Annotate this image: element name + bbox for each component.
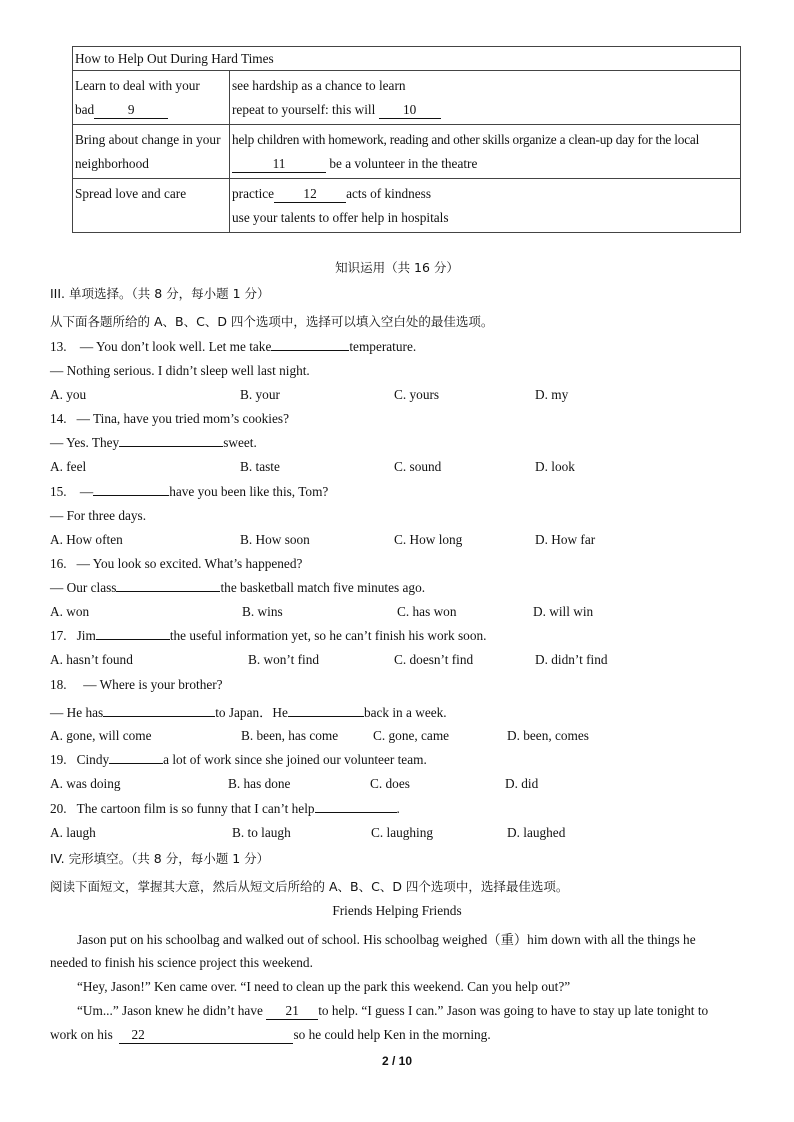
help-out-table (72, 46, 741, 233)
answer-blank (103, 716, 215, 717)
table-cell-left (73, 179, 230, 233)
part3-title: III. 单项选择。（共 8 分，每小题 1 分） (50, 286, 270, 301)
cell-text: see hardship as a chance to learn (232, 78, 406, 93)
reply-15: — For three days. (50, 508, 147, 523)
question-text: The cartoon film is so funny that I can’t help (76, 801, 315, 816)
option-c[interactable]: C. How long (394, 532, 463, 547)
option-d[interactable]: D. How far (535, 532, 596, 547)
blank-11: 11 (232, 156, 326, 173)
answer-blank (315, 812, 397, 813)
cell-text: Learn to deal with your (75, 78, 200, 93)
question-14 (50, 411, 289, 427)
part4-title: IV. 完形填空。（共 8 分，每小题 1 分） (50, 851, 270, 866)
page-number: 2 / 10 (381, 1054, 413, 1068)
option-a[interactable]: A. feel (50, 459, 87, 474)
reply-13: — Nothing serious. I didn’t sleep well last night. (50, 363, 310, 378)
option-a[interactable]: A. won (50, 604, 90, 619)
cell-text: Bring about change in your (75, 132, 221, 147)
cell-text (232, 152, 738, 176)
question-15 (50, 484, 328, 500)
reply-text: back in a week. (363, 705, 447, 720)
question-text: — (79, 484, 94, 499)
cell-text: Spread love and care (75, 186, 187, 201)
question-text: Cindy (76, 752, 110, 767)
cell-text: help children with homework, reading and other skills organize a clean-up day for the local (232, 132, 700, 147)
option-a[interactable]: A. was doing (50, 776, 121, 791)
table-title: How to Help Out During Hard Times (73, 47, 741, 71)
question-text: have you been like this, Tom? (169, 484, 329, 499)
option-a[interactable]: A. How often (50, 532, 123, 547)
option-b[interactable]: B. to laugh (232, 825, 291, 840)
option-d[interactable]: D. will win (533, 604, 594, 619)
question-number: 20. (50, 801, 67, 816)
option-c[interactable]: C. laughing (371, 825, 434, 840)
table-cell-right (230, 71, 741, 125)
cell-text-post: be a volunteer in the theatre (329, 156, 478, 171)
question-16 (50, 556, 302, 572)
table-cell-left (73, 125, 230, 179)
option-b[interactable]: B. taste (240, 459, 280, 474)
option-c[interactable]: C. has won (397, 604, 457, 619)
passage-text: so he could help Ken in the morning. (293, 1027, 491, 1042)
answer-blank (109, 763, 163, 764)
answer-blank (93, 495, 169, 496)
option-c[interactable]: C. gone, came (373, 728, 450, 743)
cell-text (75, 98, 227, 122)
reply-text: — He has (50, 705, 104, 720)
reply-text: — Our class (50, 580, 117, 595)
option-d[interactable]: D. look (535, 459, 575, 474)
question-text: temperature. (349, 339, 417, 354)
answer-blank (96, 639, 170, 640)
option-c[interactable]: C. sound (394, 459, 442, 474)
reply-text: to Japan．He (215, 705, 288, 720)
question-text: the useful information yet, so he can’t finish his work soon. (169, 628, 487, 643)
option-b[interactable]: B. How soon (240, 532, 310, 547)
blank-10: 10 (379, 102, 441, 119)
question-text: — Where is your brother? (83, 677, 223, 692)
passage-text: “Um...” Jason knew he didn’t have (77, 1003, 263, 1018)
blank-21: 21 (266, 1003, 318, 1020)
question-number: 14. (50, 411, 67, 426)
option-d[interactable]: D. my (535, 387, 569, 402)
passage-paragraph-1-cont: needed to finish his science project this weekend. (50, 955, 313, 970)
option-b[interactable]: B. your (240, 387, 280, 402)
option-b[interactable]: B. won’t find (248, 652, 320, 667)
option-d[interactable]: D. been, comes (507, 728, 589, 743)
cell-text-post: acts of kindness (346, 186, 432, 201)
answer-blank (116, 591, 220, 592)
passage-paragraph-3-cont (50, 1027, 491, 1044)
answer-blank (119, 446, 223, 447)
part3-instruction: 从下面各题所给的 A、B、C、D 四个选项中，选择可以填入空白处的最佳选项。 (50, 314, 494, 329)
option-a[interactable]: A. you (50, 387, 87, 402)
question-text: — You don’t look well. Let me take (79, 339, 272, 354)
question-number: 19. (50, 752, 67, 767)
passage-paragraph-1: Jason put on his schoolbag and walked out of school. His schoolbag weighed（重）him down with all the things he (77, 932, 696, 947)
cell-text-pre: practice (232, 186, 275, 201)
question-19 (50, 752, 427, 768)
question-number: 17. (50, 628, 67, 643)
cell-text-pre: repeat to yourself: this will (232, 102, 376, 117)
part4-instruction: 阅读下面短文，掌握其大意，然后从短文后所给的 A、B、C、D 四个选项中，选择最佳选项。 (50, 879, 569, 894)
table-cell-left (73, 71, 230, 125)
option-c[interactable]: C. yours (394, 387, 440, 402)
question-text: — Tina, have you tried mom’s cookies? (76, 411, 289, 426)
cell-text-pre: bad (75, 102, 95, 117)
question-text: Jim (76, 628, 96, 643)
option-d[interactable]: D. laughed (507, 825, 566, 840)
option-a[interactable]: A. gone, will come (50, 728, 152, 743)
answer-blank (271, 350, 349, 351)
passage-paragraph-3 (77, 1003, 708, 1020)
option-b[interactable]: B. has done (228, 776, 291, 791)
passage-paragraph-2: “Hey, Jason!” Ken came over. “I need to clean up the park this weekend. Can you help out?” (77, 979, 571, 994)
passage-text: work on his (50, 1027, 113, 1042)
option-d[interactable]: D. didn’t find (535, 652, 608, 667)
table-cell-right (230, 125, 741, 179)
question-number: 16. (50, 556, 67, 571)
question-13 (50, 339, 416, 355)
question-text: a lot of work since she joined our volunteer team. (163, 752, 427, 767)
reply-16 (50, 580, 425, 596)
blank-22: 22 (119, 1027, 293, 1044)
option-a[interactable]: A. hasn’t found (50, 652, 133, 667)
table-cell-right (230, 179, 741, 233)
passage-title: Friends Helping Friends (332, 903, 462, 918)
question-number: 13. (50, 339, 67, 354)
question-text: — You look so excited. What’s happened? (76, 556, 303, 571)
reply-text: sweet. (223, 435, 257, 450)
blank-9: 9 (94, 102, 168, 119)
reply-14 (50, 435, 257, 451)
cell-text: use your talents to offer help in hospitals (232, 210, 449, 225)
reply-18 (50, 702, 447, 721)
question-18 (50, 677, 223, 693)
question-number: 18. (50, 677, 67, 692)
cell-text (232, 98, 738, 122)
option-b[interactable]: B. wins (242, 604, 283, 619)
cell-text: neighborhood (75, 156, 149, 171)
question-text: . (396, 801, 400, 816)
option-a[interactable]: A. laugh (50, 825, 96, 840)
passage-text: to help. “I guess I can.” Jason was going to have to stay up late tonight to (318, 1003, 709, 1018)
reply-text: the basketball match five minutes ago. (220, 580, 426, 595)
option-c[interactable]: C. doesn’t find (394, 652, 474, 667)
question-number: 15. (50, 484, 67, 499)
option-b[interactable]: B. been, has come (241, 728, 339, 743)
option-d[interactable]: D. did (505, 776, 539, 791)
blank-12: 12 (274, 186, 346, 203)
question-20 (50, 801, 400, 817)
answer-blank (288, 716, 364, 717)
reply-text: — Yes. They (50, 435, 120, 450)
question-17 (50, 628, 486, 644)
option-c[interactable]: C. does (370, 776, 410, 791)
section-heading: 知识运用（共 16 分） (335, 260, 459, 275)
cell-text (232, 182, 738, 206)
